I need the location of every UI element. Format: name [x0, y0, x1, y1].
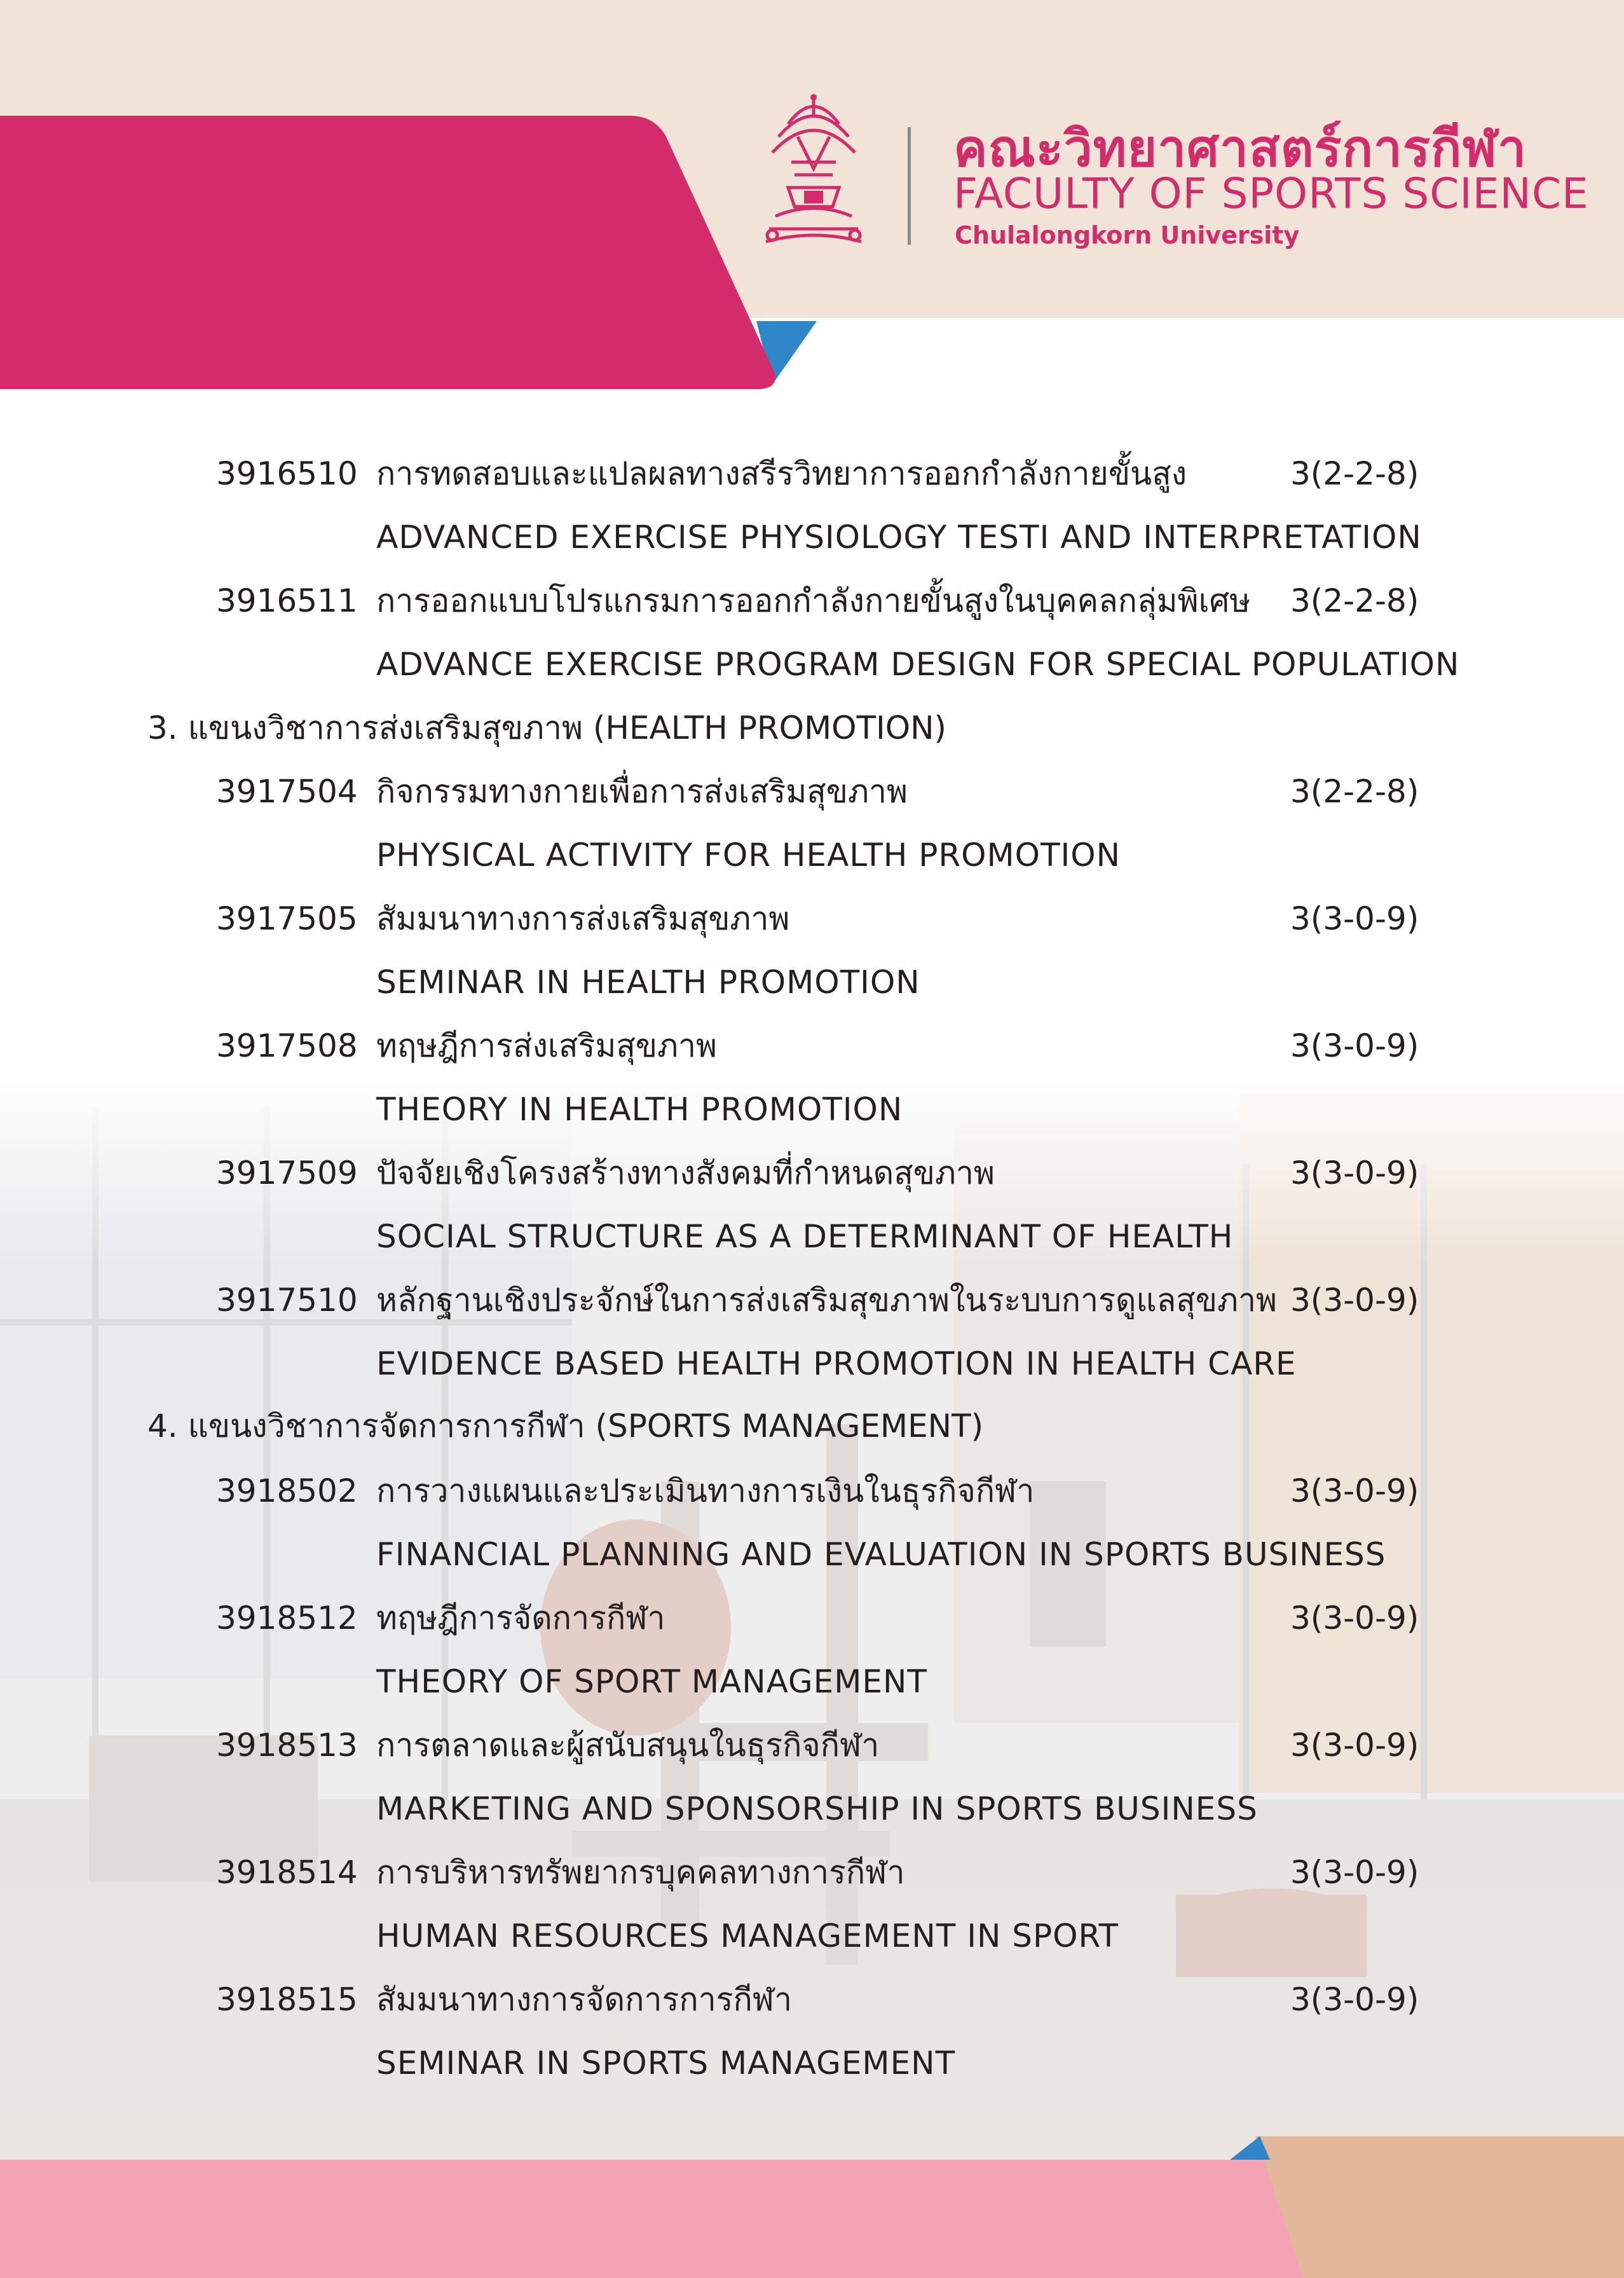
course-title-thai: สัมมนาทางการจัดการการกีฬา — [376, 1981, 793, 2018]
course-credit: 3(3-0-9) — [1290, 1027, 1419, 1064]
faculty-name-thai: คณะวิทยาศาสตร์การกีฬา — [953, 119, 1527, 178]
course-title-thai: การบริหารทรัพยากรบุคคลทางการกีฬา — [376, 1854, 905, 1891]
course-title-thai: การทดสอบและแปลผลทางสรีรวิทยาการออกกำลังกายขั้นสูง — [376, 455, 1187, 492]
course-code: 3917505 — [216, 900, 358, 937]
course-title-english: PHYSICAL ACTIVITY FOR HEALTH PROMOTION — [376, 837, 1121, 874]
course-title-english: HUMAN RESOURCES MANAGEMENT IN SPORT — [376, 1918, 1119, 1954]
section-heading-health-promotion: 3. แขนงวิชาการส่งเสริมสุขภาพ (HEALTH PROMOTION) — [147, 710, 947, 746]
course-code: 3916510 — [216, 455, 358, 492]
course-title-thai: การวางแผนและประเมินทางการเงินในธุรกิจกีฬา — [376, 1472, 1035, 1509]
faculty-name-english: FACULTY OF SPORTS SCIENCE — [953, 169, 1589, 218]
course-credit: 3(3-0-9) — [1290, 1600, 1419, 1636]
course-credit: 3(2-2-8) — [1290, 773, 1419, 810]
course-title-thai: สัมมนาทางการส่งเสริมสุขภาพ — [376, 900, 790, 937]
course-title-thai: การตลาดและผู้สนับสนุนในธุรกิจกีฬา — [376, 1727, 880, 1764]
course-row — [0, 1726, 1624, 1853]
course-row — [0, 1598, 1624, 1726]
section-heading-sports-management: 4. แขนงวิชาการจัดการการกีฬา (SPORTS MANAGEMENT) — [147, 1408, 984, 1444]
chula-phra-kiao-emblem-icon — [760, 92, 868, 251]
course-row — [0, 454, 1624, 581]
course-code: 3918513 — [216, 1727, 358, 1764]
course-title-thai: การออกแบบโปรแกรมการออกกำลังกายขั้นสูงในบุคคลกลุ่มพิเศษ — [376, 582, 1251, 619]
university-name: Chulalongkorn University — [955, 221, 1300, 249]
course-row — [0, 772, 1624, 899]
footer-decoration — [0, 2136, 1624, 2278]
course-credit: 3(2-2-8) — [1290, 455, 1419, 492]
course-title-thai: ทฤษฎีการจัดการกีฬา — [376, 1600, 665, 1636]
course-title-english: ADVANCE EXERCISE PROGRAM DESIGN FOR SPECIAL POPULATION — [376, 646, 1460, 683]
course-credit: 3(2-2-8) — [1290, 582, 1419, 619]
course-row — [0, 1471, 1624, 1598]
course-title-english: SEMINAR IN SPORTS MANAGEMENT — [376, 2045, 956, 2082]
course-title-english: MARKETING AND SPONSORSHIP IN SPORTS BUSINESS — [376, 1790, 1258, 1827]
course-code: 3917504 — [216, 773, 358, 810]
course-code: 3918514 — [216, 1854, 358, 1891]
course-title-thai: ทฤษฎีการส่งเสริมสุขภาพ — [376, 1027, 718, 1064]
course-row — [0, 1980, 1624, 2107]
course-row — [0, 1026, 1624, 1153]
course-row — [0, 1153, 1624, 1280]
course-code: 3917510 — [216, 1282, 358, 1319]
course-credit: 3(3-0-9) — [1290, 1472, 1419, 1509]
course-row — [0, 1280, 1624, 1408]
course-title-english: ADVANCED EXERCISE PHYSIOLOGY TESTI AND INTERPRETATION — [376, 519, 1422, 556]
course-title-english: FINANCIAL PLANNING AND EVALUATION IN SPORTS BUSINESS — [376, 1536, 1386, 1573]
pink-banner — [0, 116, 775, 389]
course-title-english: SEMINAR IN HEALTH PROMOTION — [376, 964, 920, 1001]
course-code: 3916511 — [216, 582, 358, 619]
course-code: 3917509 — [216, 1155, 358, 1191]
course-title-english: SOCIAL STRUCTURE AS A DETERMINANT OF HEALTH — [376, 1218, 1234, 1255]
course-row — [0, 581, 1624, 708]
footer-tan-shape — [1255, 2136, 1624, 2278]
course-title-thai: หลักฐานเชิงประจักษ์ในการส่งเสริมสุขภาพในระบบการดูแลสุขภาพ — [376, 1282, 1277, 1319]
course-title-english: EVIDENCE BASED HEALTH PROMOTION IN HEALTH CARE — [376, 1345, 1297, 1382]
course-row — [0, 1853, 1624, 1980]
course-code: 3918512 — [216, 1600, 358, 1636]
course-code: 3918502 — [216, 1472, 358, 1509]
course-credit: 3(3-0-9) — [1290, 1727, 1419, 1764]
course-credit: 3(3-0-9) — [1290, 900, 1419, 937]
course-credit: 3(3-0-9) — [1290, 1155, 1419, 1191]
course-code: 3918515 — [216, 1981, 358, 2018]
course-title-thai: กิจกรรมทางกายเพื่อการส่งเสริมสุขภาพ — [376, 773, 908, 810]
course-code: 3917508 — [216, 1027, 358, 1064]
logo-divider — [908, 127, 911, 245]
course-title-english: THEORY IN HEALTH PROMOTION — [376, 1091, 903, 1128]
course-title-thai: ปัจจัยเชิงโครงสร้างทางสังคมที่กำหนดสุขภาพ — [376, 1155, 995, 1191]
course-credit: 3(3-0-9) — [1290, 1854, 1419, 1891]
course-title-english: THEORY OF SPORT MANAGEMENT — [376, 1663, 927, 1700]
course-credit: 3(3-0-9) — [1290, 1282, 1419, 1319]
course-credit: 3(3-0-9) — [1290, 1981, 1419, 2018]
course-row — [0, 899, 1624, 1026]
